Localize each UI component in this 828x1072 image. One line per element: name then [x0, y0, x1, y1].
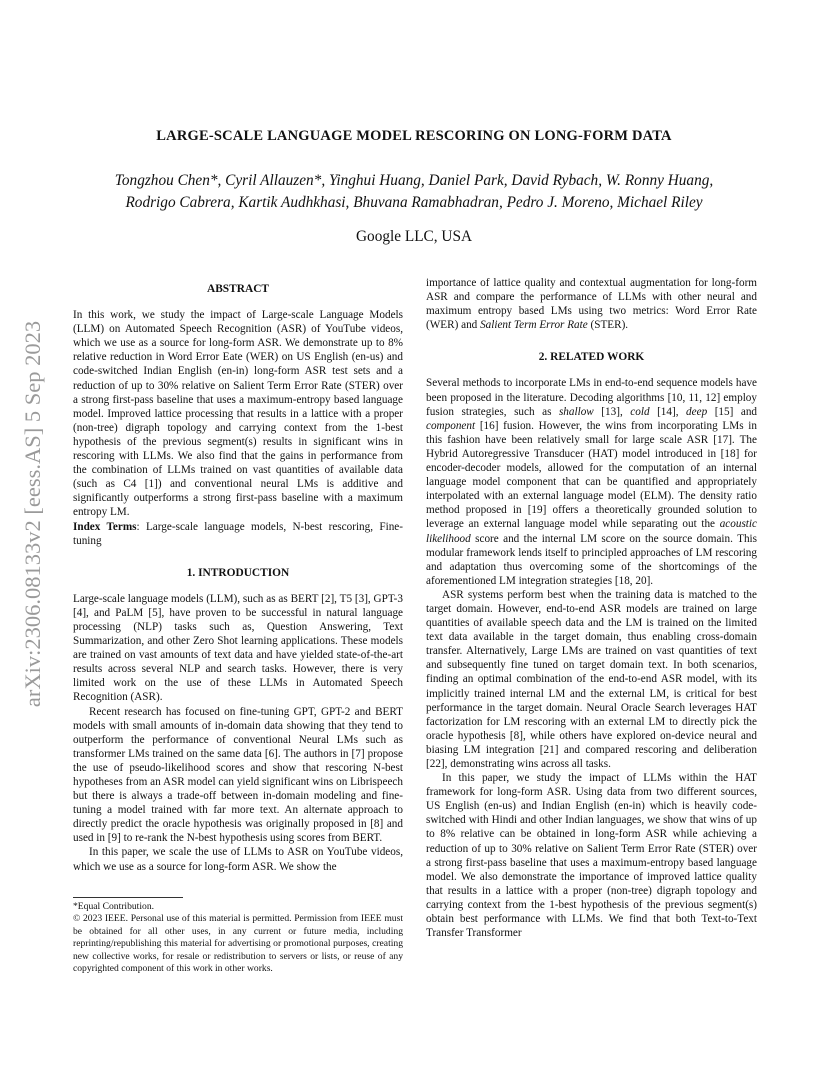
rw-text-a: Several methods to incorporate LMs in end-to-end sequence models have been proposed in the literature. Decoding algorithms [10, 11, 12] employ fusion strategies, such as [426, 377, 757, 418]
related-paragraph-3: In this paper, we study the impact of LLMs within the HAT framework for long-form ASR. Using data from two different sources, US English (en-us) and Indian English (en-in) which is heavily code-switched with Hindi and other Indian languages, we show that wins of up to 8% relative can be obtained in long-form ASR while achieving a reduction of up to 30% relative on Salient Term Error Rate (STER) over a strong first-pass baseline that uses a maximum-entropy based language model. We also demonstrate the importance of improved lattice quality that results in a lattice with a proper (non-tree) digraph topology and carrying context from the 1-best hypothesis of the previous segment(s) obtain best performance with LLMs. We find that both Text-to-Text Transfer Transformer [426, 772, 757, 940]
intro-cont-text: importance of lattice quality and contextual augmentation for long-form ASR and compare the performance of LLMs with other neural and maximum entropy based LMs using two metrics: Word Error Rate (WER) and [426, 277, 757, 332]
related-paragraph-1 [426, 376, 757, 587]
arxiv-id-text: arXiv:2306.08133v2 [eess.AS] 5 Sep 2023 [20, 320, 45, 708]
author-line-1: Tongzhou Chen*, Cyril Allauzen*, Yinghui Huang, Daniel Park, David Rybach, W. Ronny Huang, [114, 172, 714, 189]
rw-text-b: [13], [593, 405, 631, 418]
cold-term: cold [630, 405, 650, 418]
related-work-heading: 2. RELATED WORK [538, 351, 645, 364]
left-column [73, 282, 403, 874]
footnote-rule [73, 897, 183, 898]
author-list [90, 170, 738, 214]
rw-text-e: [16] fusion. However, the wins from incorporating LMs in this fashion have been relatively small for large scale ASR [17]. The Hybrid Autoregressive Transducer (HAT) model introduced in [18] for encoder-decoder models, allowed for the computation of an internal language model component that can be quantified and appropriately interpolated with an external language model (ELM). The density ratio method proposed in [19] offers a theoretically grounded solution to leverage an external language model while separating out the [426, 419, 757, 531]
intro-paragraph-1: Large-scale language models (LLM), such as as BERT [2], T5 [3], GPT-3 [4], and PaLM [5], have proven to be successful in natural language processing (NLP) tasks such as, Question Answering, Text Summarization, and other Zero Shot learning applications. These models are trained on vast amounts of text data and have yielded state-of-the-art results across several NLP and search tasks. However, there is very limited work on the use of these LLMs in Automated Speech Recognition (ASR). [73, 592, 403, 704]
deep-term: deep [686, 405, 708, 418]
abstract-body: In this work, we study the impact of Large-scale Language Models (LLM) on Automated Speech Recognition (ASR) of YouTube videos, which we use as a source for long-form ASR. We demonstrate up to 8% relative reduction in Word Error Eate (WER) on US English (en-us) and code-switched Indian English (en-in) long-form ASR test sets and a reduction of up to 30% relative on Salient Term Error Rate (STER) over a strong first-pass baseline that uses a maximum-entropy based language model. Improved lattice processing that results in a lattice with a proper (non-tree) digraph topology and carrying context from the 1-best hypothesis of the previous segment(s) results in significant wins in rescoring with LLMs. We also find that the gains in performance from the combination of LLMs trained on vast quantities of available data (such as C4 [1]) and conventional neural LMs is additive and significantly outperforms a strong first-pass baseline with a maximum entropy LM. [73, 309, 403, 519]
related-paragraph-2: ASR systems perform best when the training data is matched to the target domain. However, end-to-end ASR models are trained on large quantities of available speech data and the LM is trained on the limited text data available in the target domain, thus enabling cross-domain transfer. Alternatively, Large LMs are trained on vast quantities of text and subsequently fine tuned on target domain text. In both scenarios, finding an optimal combination of the end-to-end ASR model, with its implicitly trained internal LM and the external LM, is critical for best performance in the target domain. Neural Oracle Search leverages HAT factorization for LM rescoring with an external LM to directly pick the oracle hypothesis [8], while others have explored on-device neural and biasing LM integration [21] and compared rescoring and deliberation [22], demonstrating wins across all tasks. [426, 588, 757, 770]
abstract-heading: ABSTRACT [206, 283, 270, 295]
rw-text-d: [15] and [707, 405, 758, 418]
footnote [73, 897, 403, 975]
index-terms [73, 520, 403, 548]
intro-heading: 1. INTRODUCTION [186, 566, 290, 579]
shallow-term: shallow [558, 405, 594, 418]
rw-text-f: score and the internal LM score on the source domain. This modular framework lends itself to principled approaches of LM rescoring and adaptation thus overcoming some of the shortcomings of the aforementioned LM integration strategies [18, 20]. [426, 532, 757, 587]
copyright-notice: © 2023 IEEE. Personal use of this material is permitted. Permission from IEEE must be obtained for all other uses, in any current or future media, including reprinting/republishing this material for advertising or promotional purposes, creating new collective works, for resale or redistribution to servers or lists, or reuse of any copyrighted component of this work in other works. [73, 913, 403, 975]
component-term: component [426, 419, 476, 432]
intro-continuation [426, 276, 757, 332]
paper-title: LARGE-SCALE LANGUAGE MODEL RESCORING ON LONG-FORM DATA [156, 128, 672, 144]
index-terms-text: : Large-scale language models, N-best rescoring, Fine-tuning [73, 520, 403, 547]
acoustic-likelihood-term: acoustic likelihood [426, 518, 757, 545]
right-column [426, 276, 757, 940]
rw-text-c: [14], [649, 405, 687, 418]
intro-paragraph-3: In this paper, we scale the use of LLMs to ASR on YouTube videos, which we use as a source for long-form ASR. We show the [73, 846, 403, 873]
index-terms-label: Index Terms [73, 520, 137, 533]
intro-cont-end: (STER). [587, 319, 629, 332]
equal-contribution-note: *Equal Contribution. [73, 901, 155, 912]
ster-term: Salient Term Error Rate [480, 319, 588, 332]
author-line-2: Rodrigo Cabrera, Kartik Audhkhasi, Bhuvana Ramabhadran, Pedro J. Moreno, Michael Riley [125, 194, 703, 211]
affiliation: Google LLC, USA [356, 228, 472, 245]
arxiv-watermark [16, 262, 48, 766]
intro-paragraph-2: Recent research has focused on fine-tuning GPT, GPT-2 and BERT models with small amounts of in-domain data showing that they tend to outperform the performance of conventional Neural LMs such as transformer LMs trained on the same data [6]. The authors in [7] propose the use of pseudo-likelihood scores and show that rescoring N-best hypotheses from an ASR model can yield significant wins on Librispeech but there is always a trade-off between in-domain modeling and fine-tuning a model trained with far more text. An alternate approach to directly predict the oracle hypothesis was originally proposed in [8] and used in [9] to re-rank the N-best hypothesis using scores from BERT. [73, 705, 403, 845]
